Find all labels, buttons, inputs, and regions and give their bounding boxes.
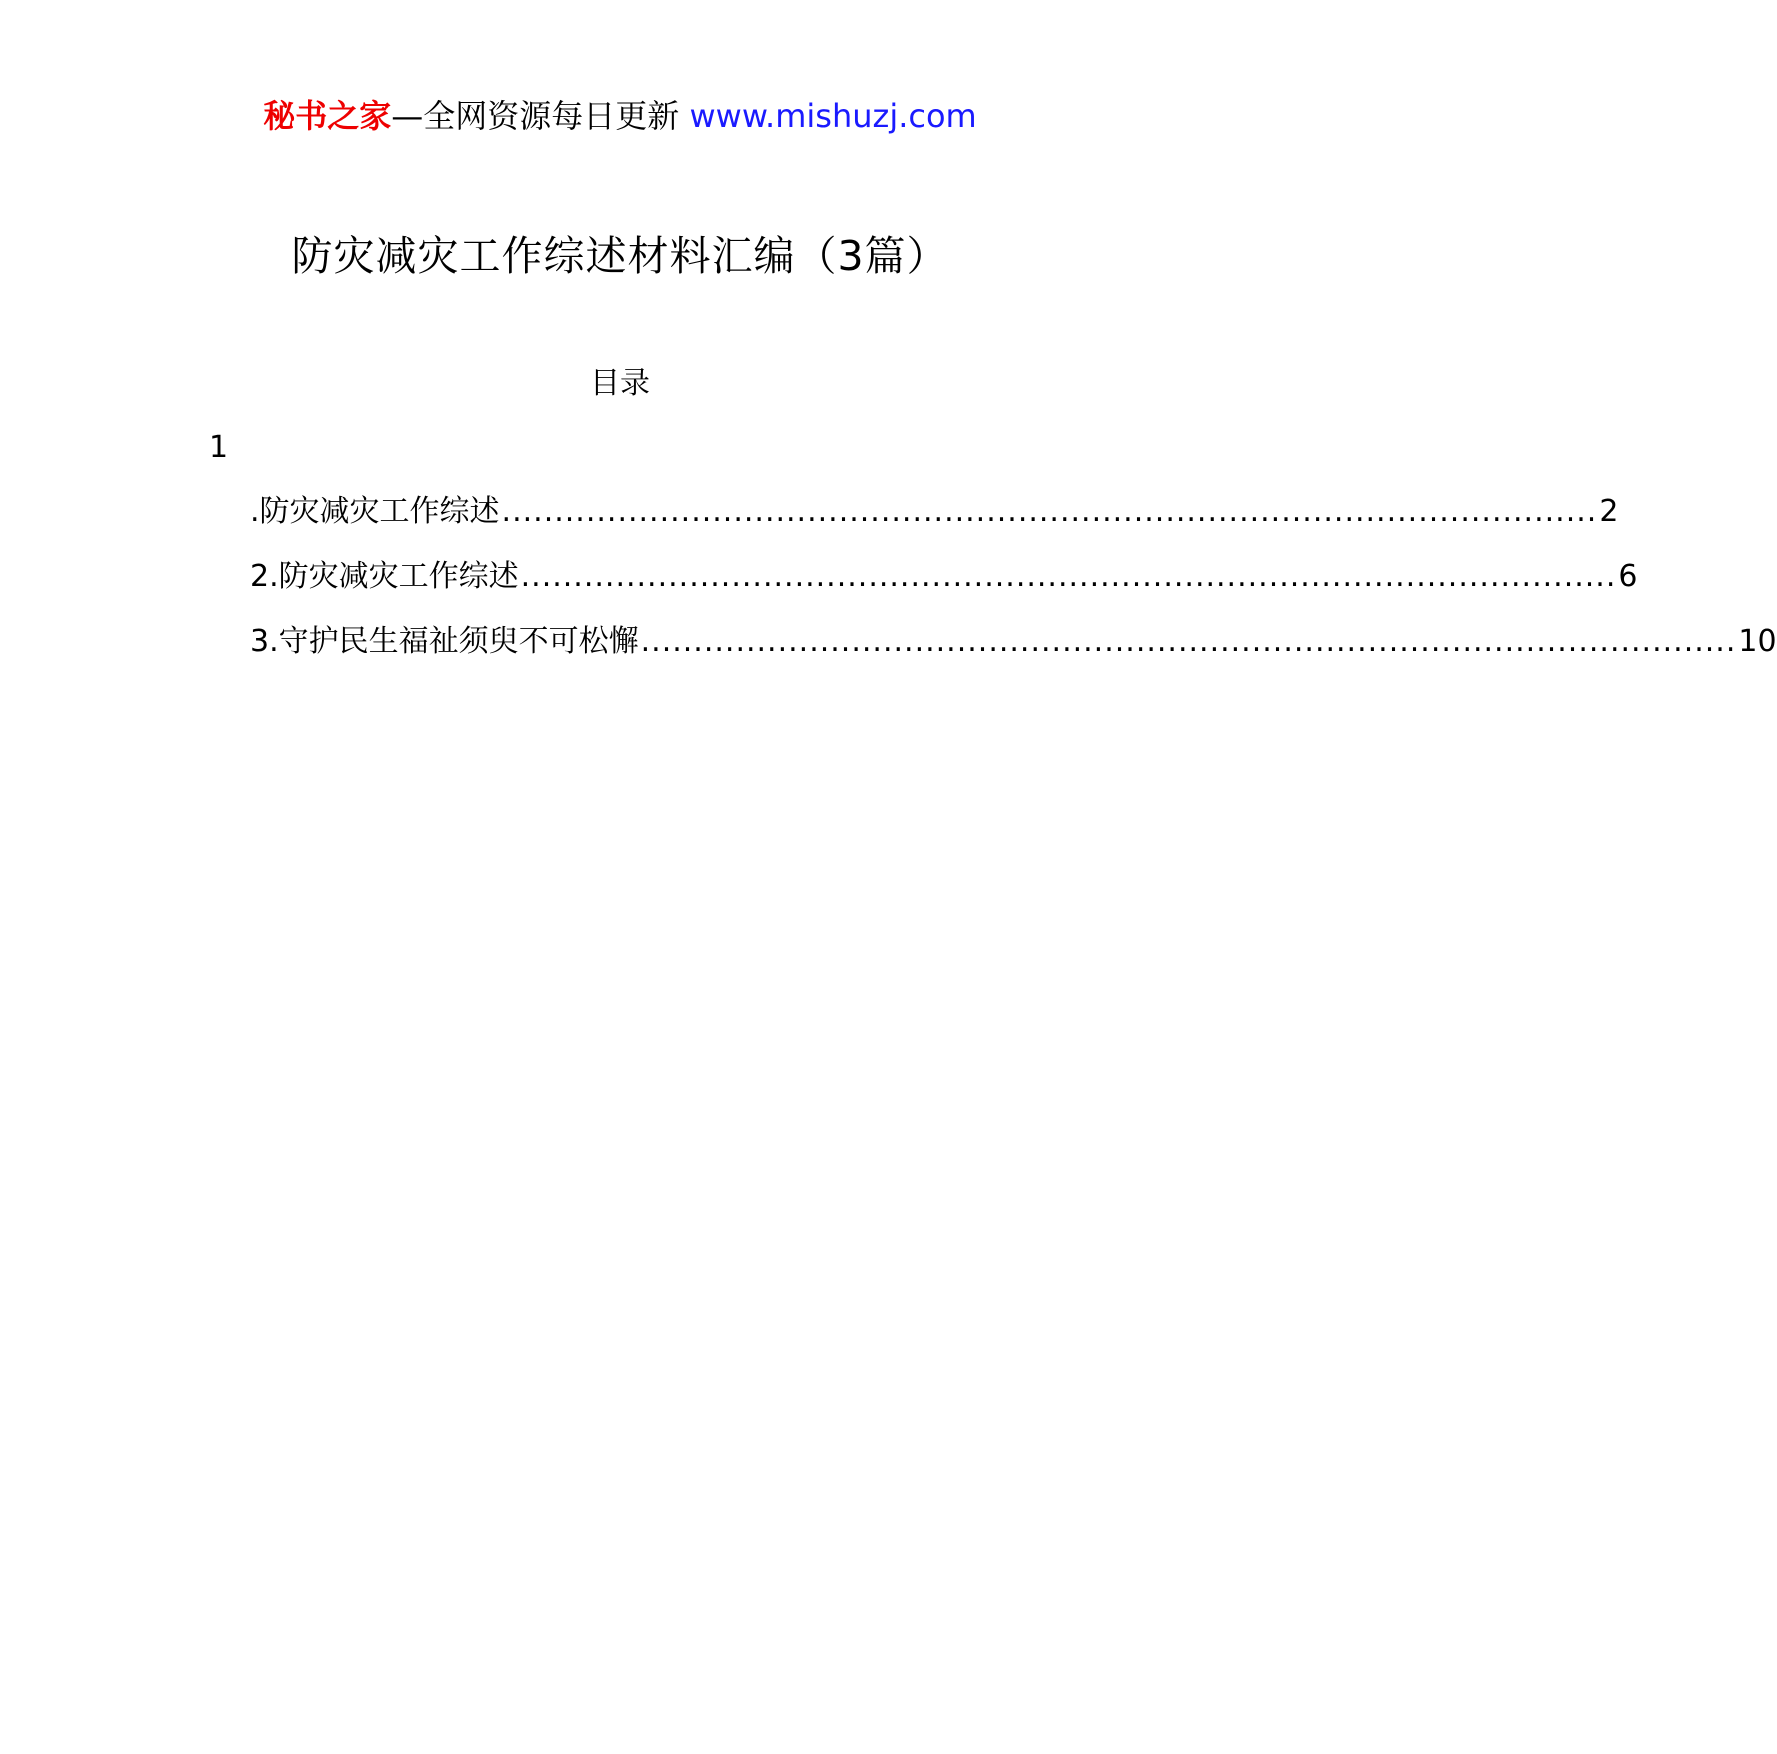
brand-name: 秘书之家 xyxy=(263,97,392,135)
toc-heading: 目录 xyxy=(590,366,650,401)
table-of-contents xyxy=(250,492,1777,687)
toc-entry[interactable] xyxy=(250,492,1619,557)
toc-entry[interactable] xyxy=(250,557,1638,622)
toc-leader-dots: ........................................................................................................ xyxy=(640,624,1737,659)
header-tagline: —全网资源每日更新 xyxy=(391,97,680,135)
toc-leader-dots: ........................................................................................................ xyxy=(501,494,1598,529)
toc-entry-page: 2 xyxy=(1599,494,1619,529)
toc-number: 1 xyxy=(209,430,229,465)
site-url-link[interactable]: www.mishuzj.com xyxy=(689,97,977,135)
toc-leader-dots: ........................................................................................................ xyxy=(520,559,1617,594)
site-header xyxy=(0,94,1240,138)
toc-entry-page: 10 xyxy=(1738,624,1777,659)
toc-entry-title: 3.守护民生福祉须臾不可松懈 xyxy=(250,624,639,659)
toc-entry-title: .防灾减灾工作综述 xyxy=(250,494,500,529)
toc-entry-title: 2.防灾减灾工作综述 xyxy=(250,559,519,594)
toc-entry-page: 6 xyxy=(1618,559,1638,594)
toc-entry[interactable] xyxy=(250,622,1777,687)
document-title: 防灾减灾工作综述材料汇编（3篇） xyxy=(291,232,949,280)
